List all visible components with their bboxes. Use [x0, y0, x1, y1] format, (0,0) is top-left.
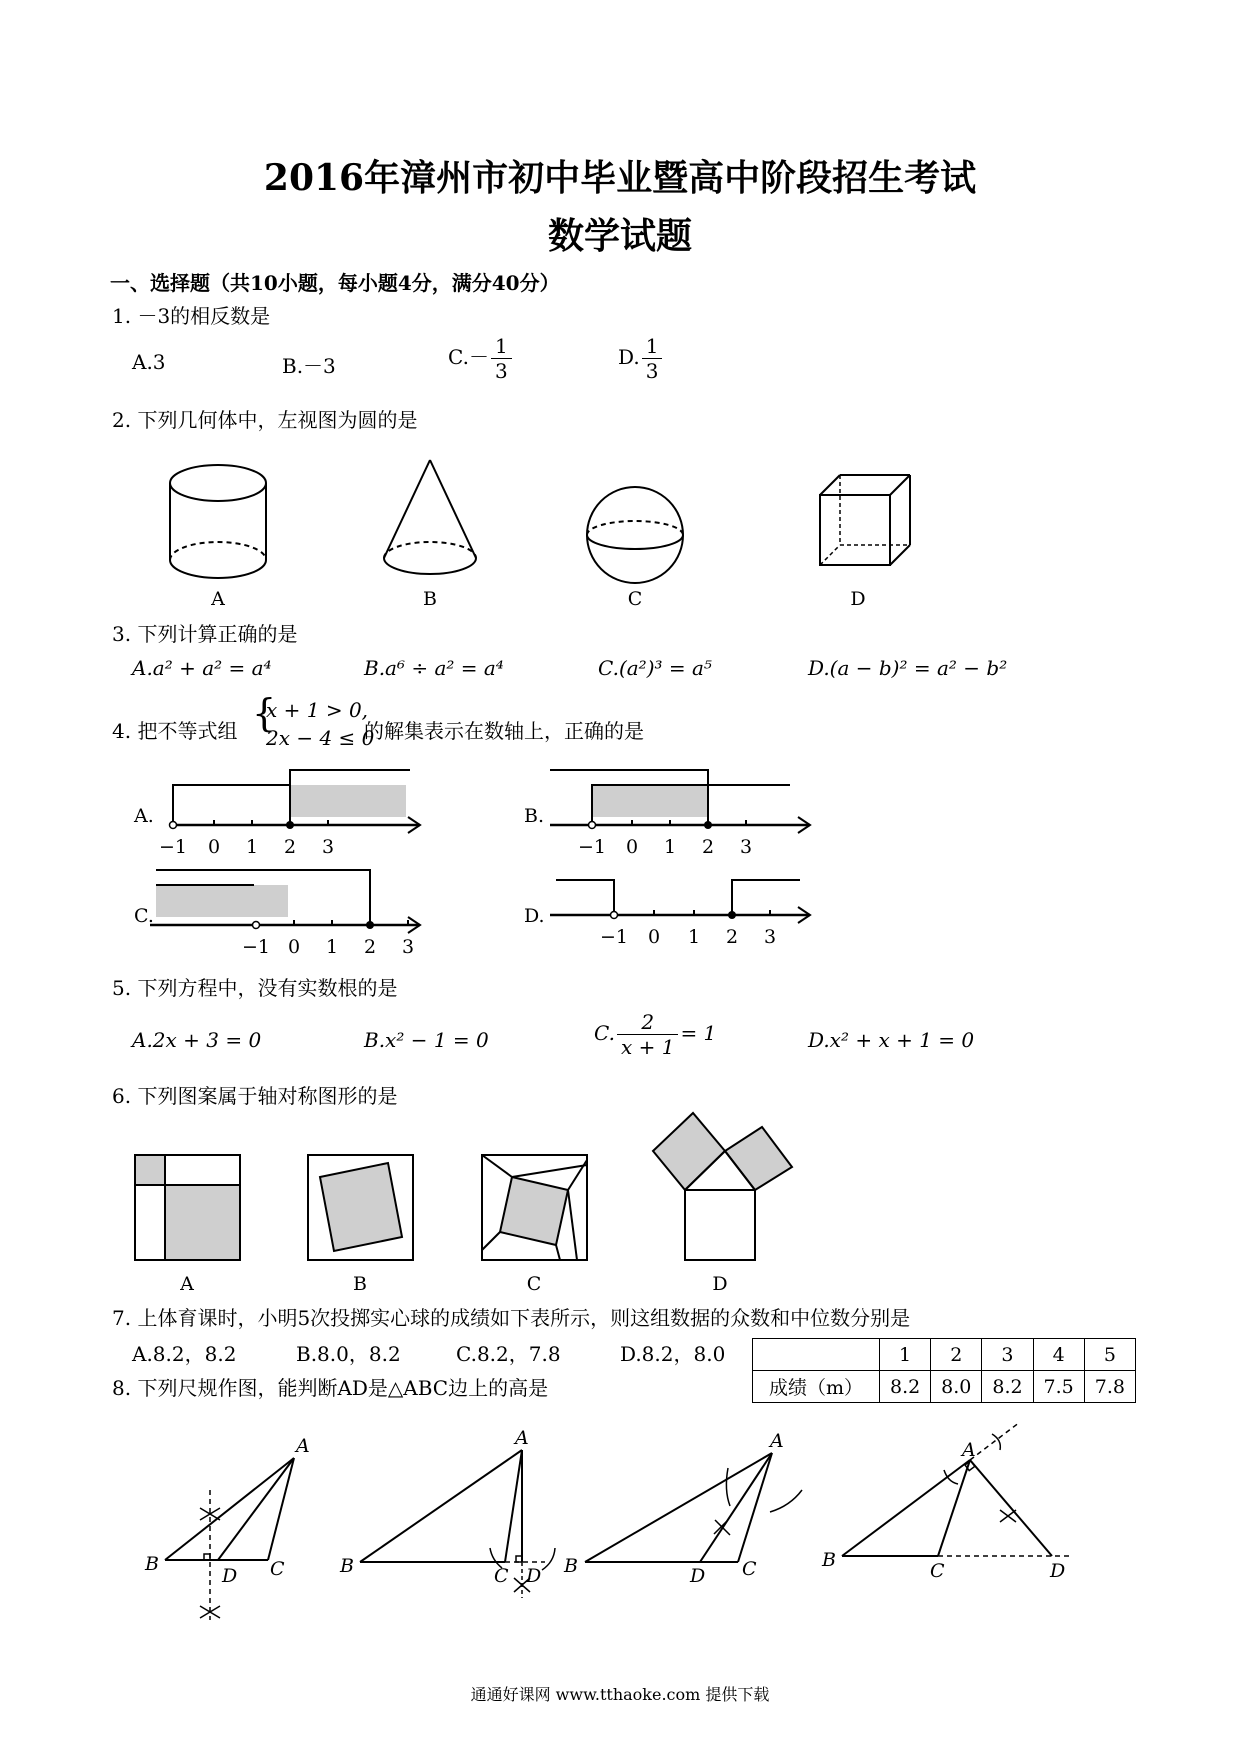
svg-text:0: 0 [207, 836, 221, 858]
q6-label-d: D [712, 1273, 728, 1295]
q7-stem: 7. 上体育课时，小明5次投掷实心球的成绩如下表所示，则这组数据的众数和中位数分别是 [112, 1306, 911, 1330]
svg-text:1: 1 [245, 836, 259, 858]
construction-figure-4 [821, 1422, 1070, 1582]
q6-label-c: C [526, 1273, 542, 1295]
number-line-b [524, 770, 810, 858]
q6-stem: 6. 下列图案属于轴对称图形的是 [112, 1084, 398, 1108]
svg-text:B.: B. [524, 805, 545, 827]
q6-label-a: A [180, 1273, 194, 1295]
q5-option-d: D.x² + x + 1 = 0 [808, 1028, 975, 1052]
svg-text:C: C [930, 1560, 945, 1582]
svg-text:B: B [145, 1553, 159, 1575]
q1-option-c: C.－ $\frac{1}{3}$ [448, 334, 514, 383]
svg-text:−1: −1 [158, 836, 188, 858]
svg-text:D: D [526, 1565, 542, 1587]
q4-inequality-1: x + 1 > 0, [266, 698, 369, 722]
svg-text:D: D [222, 1565, 238, 1587]
table-row [753, 1371, 1136, 1403]
sphere-figure [587, 487, 683, 583]
cylinder-figure [170, 465, 266, 578]
q1-stem: 1. －3的相反数是 [112, 304, 271, 328]
svg-text:2: 2 [701, 836, 715, 858]
q1-option-a: A.3 [132, 350, 166, 374]
q7-option-b: B.8.0，8.2 [296, 1342, 401, 1366]
svg-text:1: 1 [687, 926, 701, 948]
svg-text:C.: C. [134, 905, 154, 927]
exam-title: 2016年漳州市初中毕业暨高中阶段招生考试 [263, 157, 977, 199]
table-cell: 4 [1033, 1339, 1084, 1371]
scores-table [752, 1338, 1136, 1403]
svg-text:3: 3 [763, 926, 777, 948]
svg-text:D: D [1050, 1560, 1066, 1582]
svg-text:2: 2 [725, 926, 739, 948]
table-cell: 8.2 [982, 1371, 1033, 1403]
svg-text:2: 2 [363, 936, 377, 958]
section-heading: 一、选择题（共10小题，每小题4分，满分40分） [110, 271, 560, 295]
q5-stem: 5. 下列方程中，没有实数根的是 [112, 976, 398, 1000]
q2-label-d: D [850, 588, 866, 610]
cone-figure [384, 460, 476, 574]
table-cell: 7.8 [1084, 1371, 1135, 1403]
brace-icon: { [252, 691, 277, 735]
table-cell: 3 [982, 1339, 1033, 1371]
cube-figure [820, 475, 910, 565]
q4-number-lines [120, 760, 840, 970]
q7-option-c: C.8.2，7.8 [456, 1342, 561, 1366]
q4-stem-prefix: 4. 把不等式组 [112, 719, 238, 743]
svg-text:A.: A. [134, 805, 154, 827]
svg-text:0: 0 [625, 836, 639, 858]
q2-label-c: C [627, 588, 643, 610]
q4-inequality-2: 2x − 4 ≤ 0 [266, 726, 375, 750]
svg-text:−1: −1 [599, 926, 629, 948]
table-cell: 8.0 [931, 1371, 982, 1403]
q2-stem: 2. 下列几何体中，左视图为圆的是 [112, 408, 418, 432]
svg-text:A: A [296, 1435, 310, 1457]
q3-option-d: D.(a − b)² = a² − b² [808, 656, 1008, 680]
construction-figure-3 [563, 1430, 802, 1587]
svg-text:3: 3 [321, 836, 335, 858]
table-row-label: 成绩（m） [753, 1371, 880, 1403]
svg-text:C: C [742, 1558, 757, 1580]
q2-label-a: A [211, 588, 225, 610]
construction-figure-2 [339, 1427, 555, 1598]
q8-construction-figures [130, 1420, 1110, 1635]
construction-figure-1 [144, 1435, 310, 1620]
q6-label-b: B [353, 1273, 367, 1295]
q1-option-d: D. $\frac{1}{3}$ [618, 334, 664, 383]
svg-text:D: D [690, 1565, 706, 1587]
q4-stem-suffix: 的解集表示在数轴上，正确的是 [364, 719, 644, 743]
q7-option-a: A.8.2，8.2 [132, 1342, 237, 1366]
svg-text:C: C [270, 1558, 285, 1580]
svg-text:3: 3 [401, 936, 415, 958]
svg-text:A: A [770, 1430, 784, 1452]
pattern-d [653, 1113, 792, 1260]
number-line-d [524, 880, 810, 948]
svg-text:A: A [962, 1439, 976, 1461]
svg-text:−1: −1 [577, 836, 607, 858]
footer-credit: 通通好课网 www.tthaoke.com 提供下载 [470, 1685, 770, 1704]
svg-text:D.: D. [524, 905, 545, 927]
q8-stem: 8. 下列尺规作图，能判断AD是△ABC边上的高是 [112, 1376, 549, 1400]
table-cell [753, 1339, 880, 1371]
q6-patterns-figure [120, 1105, 820, 1295]
pattern-b [308, 1155, 413, 1260]
q3-option-c: C.(a²)³ = a⁵ [598, 656, 712, 680]
q5-option-a: A.2x + 3 = 0 [132, 1028, 262, 1052]
table-header-row [753, 1339, 1136, 1371]
q7-option-d: D.8.2，8.0 [620, 1342, 726, 1366]
pattern-c [482, 1155, 587, 1260]
q1-option-b: B.－3 [282, 354, 336, 378]
q3-option-a: A.a² + a² = a⁴ [132, 656, 272, 680]
q5-option-c: C. $\frac{2}{x + 1}$ = 1 [594, 1010, 717, 1059]
table-cell: 5 [1084, 1339, 1135, 1371]
svg-text:B: B [564, 1555, 578, 1577]
table-cell: 8.2 [880, 1371, 931, 1403]
table-cell: 7.5 [1033, 1371, 1084, 1403]
q3-stem: 3. 下列计算正确的是 [112, 622, 298, 646]
number-line-c [134, 870, 420, 958]
q2-solids-figure [140, 455, 940, 610]
table-cell: 1 [880, 1339, 931, 1371]
q3-option-b: B.a⁶ ÷ a² = a⁴ [364, 656, 504, 680]
table-cell: 2 [931, 1339, 982, 1371]
svg-text:0: 0 [287, 936, 301, 958]
svg-text:B: B [822, 1549, 836, 1571]
svg-text:C: C [494, 1565, 509, 1587]
pattern-a [135, 1155, 240, 1260]
svg-text:2: 2 [283, 836, 297, 858]
number-line-a [133, 770, 420, 858]
svg-text:A: A [515, 1427, 529, 1449]
q2-label-b: B [423, 588, 437, 610]
svg-text:3: 3 [739, 836, 753, 858]
svg-text:−1: −1 [241, 936, 271, 958]
svg-text:B: B [340, 1555, 354, 1577]
svg-text:0: 0 [647, 926, 661, 948]
svg-text:1: 1 [663, 836, 677, 858]
svg-text:1: 1 [325, 936, 339, 958]
q5-option-b: B.x² − 1 = 0 [364, 1028, 489, 1052]
exam-subtitle: 数学试题 [547, 215, 692, 257]
